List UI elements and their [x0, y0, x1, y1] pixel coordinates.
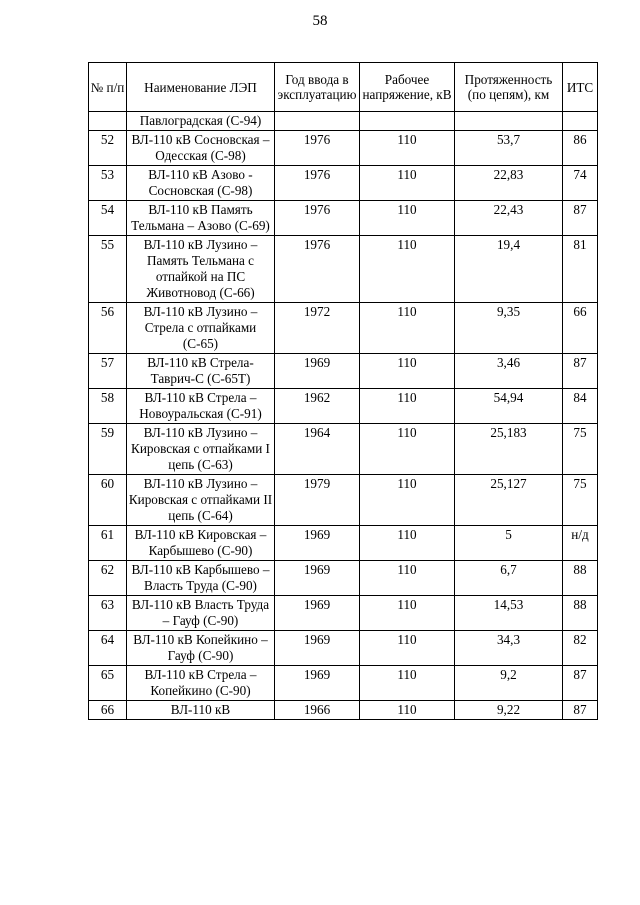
cell-length: 25,127 — [455, 475, 563, 526]
cell-name: ВЛ-110 кВ Лузино – Стрела с отпайками (С-65) — [127, 303, 275, 354]
cell-length: 54,94 — [455, 389, 563, 424]
table-row — [89, 303, 598, 354]
cell-length: 53,7 — [455, 131, 563, 166]
table-header-row — [89, 63, 598, 112]
cell-voltage: 110 — [360, 303, 455, 354]
cell-name: ВЛ-110 кВ Карбышево – Власть Труда (С-90) — [127, 561, 275, 596]
cell-name: ВЛ-110 кВ Азово - Сосновская (С-98) — [127, 166, 275, 201]
cell-voltage: 110 — [360, 166, 455, 201]
cell-its: 66 — [563, 303, 598, 354]
header-name: Наименование ЛЭП — [127, 63, 275, 112]
table-row — [89, 424, 598, 475]
power-lines-table — [88, 62, 598, 720]
cell-num: 62 — [89, 561, 127, 596]
continuation-name: Павлоградская (С-94) — [127, 112, 275, 131]
table-row — [89, 596, 598, 631]
table-row — [89, 354, 598, 389]
cell-num: 55 — [89, 236, 127, 303]
table-row — [89, 561, 598, 596]
header-its: ИТС — [563, 63, 598, 112]
cell-num: 61 — [89, 526, 127, 561]
header-length: Протяженность (по цепям), км — [455, 63, 563, 112]
cell-voltage: 110 — [360, 666, 455, 701]
header-year: Год ввода в эксплуатацию — [275, 63, 360, 112]
cell-voltage: 110 — [360, 389, 455, 424]
cell-num: 54 — [89, 201, 127, 236]
cell-its: н/д — [563, 526, 598, 561]
cell-year: 1969 — [275, 561, 360, 596]
table-row — [89, 236, 598, 303]
table-row-continuation — [89, 112, 598, 131]
table-row — [89, 631, 598, 666]
cell-num: 66 — [89, 701, 127, 720]
cell-year: 1972 — [275, 303, 360, 354]
cell-name: ВЛ-110 кВ Стрела – Копейкино (С-90) — [127, 666, 275, 701]
cell-name: ВЛ-110 кВ Копейкино – Гауф (С-90) — [127, 631, 275, 666]
cell-year: 1979 — [275, 475, 360, 526]
cell-num: 63 — [89, 596, 127, 631]
cell-voltage: 110 — [360, 631, 455, 666]
cell-its: 88 — [563, 596, 598, 631]
cell-num: 53 — [89, 166, 127, 201]
cell-year: 1976 — [275, 166, 360, 201]
cell-its: 84 — [563, 389, 598, 424]
cell-voltage: 110 — [360, 561, 455, 596]
cell-num: 57 — [89, 354, 127, 389]
cell-num: 65 — [89, 666, 127, 701]
cell-its: 87 — [563, 666, 598, 701]
table-row — [89, 201, 598, 236]
cell-length: 3,46 — [455, 354, 563, 389]
cell-num: 59 — [89, 424, 127, 475]
cell-year: 1969 — [275, 631, 360, 666]
cell-name: ВЛ-110 кВ Стрела-Таврич-С (С-65Т) — [127, 354, 275, 389]
cell-voltage: 110 — [360, 354, 455, 389]
cell-length: 22,83 — [455, 166, 563, 201]
cell-length: 14,53 — [455, 596, 563, 631]
cell-its: 87 — [563, 701, 598, 720]
cell-num: 52 — [89, 131, 127, 166]
cell-its: 87 — [563, 201, 598, 236]
cell-voltage: 110 — [360, 526, 455, 561]
cell-voltage: 110 — [360, 131, 455, 166]
page-number: 58 — [312, 13, 328, 29]
cell-voltage: 110 — [360, 475, 455, 526]
table-row — [89, 701, 598, 720]
cell-name: ВЛ-110 кВ Лузино – Кировская с отпайками I цепь (С-63) — [127, 424, 275, 475]
cell-length: 22,43 — [455, 201, 563, 236]
cell-its: 74 — [563, 166, 598, 201]
cell-voltage: 110 — [360, 701, 455, 720]
cell-name: ВЛ-110 кВ Кировская – Карбышево (С-90) — [127, 526, 275, 561]
cell-voltage: 110 — [360, 201, 455, 236]
cell-year: 1966 — [275, 701, 360, 720]
header-voltage: Рабочее напряжение, кВ — [360, 63, 455, 112]
cell-num: 60 — [89, 475, 127, 526]
cell-name: ВЛ-110 кВ Власть Труда – Гауф (С-90) — [127, 596, 275, 631]
cell-length: 34,3 — [455, 631, 563, 666]
cell-name: ВЛ-110 кВ Стрела – Новоуральская (С-91) — [127, 389, 275, 424]
cell-year: 1964 — [275, 424, 360, 475]
cell-its: 88 — [563, 561, 598, 596]
table-row — [89, 666, 598, 701]
cell-num: 58 — [89, 389, 127, 424]
cell-voltage: 110 — [360, 424, 455, 475]
cell-length: 25,183 — [455, 424, 563, 475]
cell-year: 1969 — [275, 526, 360, 561]
cell-length: 9,35 — [455, 303, 563, 354]
cell-its: 75 — [563, 424, 598, 475]
cell-name: ВЛ-110 кВ Лузино – Кировская с отпайками II цепь (С-64) — [127, 475, 275, 526]
cell-length: 9,22 — [455, 701, 563, 720]
cell-its: 82 — [563, 631, 598, 666]
cell-name: ВЛ-110 кВ Сосновская – Одесская (С-98) — [127, 131, 275, 166]
cell-name: ВЛ-110 кВ — [127, 701, 275, 720]
cell-length: 9,2 — [455, 666, 563, 701]
cell-year: 1976 — [275, 236, 360, 303]
cell-its: 87 — [563, 354, 598, 389]
table-row — [89, 475, 598, 526]
cell-year: 1969 — [275, 596, 360, 631]
table-row — [89, 389, 598, 424]
cell-year: 1962 — [275, 389, 360, 424]
cell-length: 19,4 — [455, 236, 563, 303]
cell-num: 64 — [89, 631, 127, 666]
cell-length: 6,7 — [455, 561, 563, 596]
cell-year: 1969 — [275, 354, 360, 389]
table-row — [89, 166, 598, 201]
cell-year: 1976 — [275, 131, 360, 166]
cell-voltage: 110 — [360, 236, 455, 303]
cell-length: 5 — [455, 526, 563, 561]
table-row — [89, 131, 598, 166]
cell-num: 56 — [89, 303, 127, 354]
cell-voltage: 110 — [360, 596, 455, 631]
table-row — [89, 526, 598, 561]
cell-its: 75 — [563, 475, 598, 526]
cell-name: ВЛ-110 кВ Лузино – Память Тельмана с отпайкой на ПС Животновод (С-66) — [127, 236, 275, 303]
cell-name: ВЛ-110 кВ Память Тельмана – Азово (С-69) — [127, 201, 275, 236]
cell-its: 81 — [563, 236, 598, 303]
header-num: № п/п — [89, 63, 127, 112]
cell-year: 1976 — [275, 201, 360, 236]
cell-year: 1969 — [275, 666, 360, 701]
cell-its: 86 — [563, 131, 598, 166]
